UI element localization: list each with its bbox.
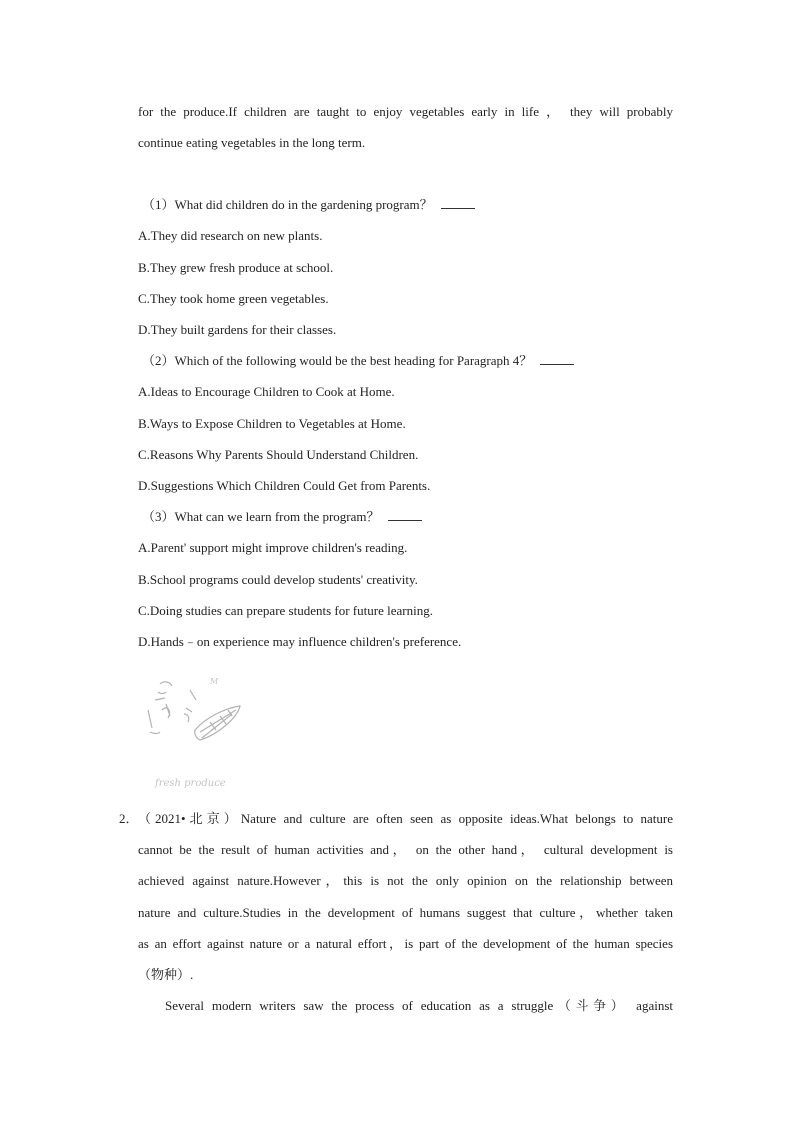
option: A.Ideas to Encourage Children to Cook at Home. — [138, 384, 395, 399]
question-stem: （3）What can we learn from the program？ — [142, 509, 380, 524]
produce-sketch-icon — [140, 670, 260, 795]
option: D.They built gardens for their classes. — [138, 322, 337, 337]
option: C.Doing studies can prepare students for future learning. — [138, 603, 433, 618]
option: D.Hands﹣on experience may influence children's preference. — [138, 634, 462, 649]
passage-line: （2021•北京）Nature and culture are often seen as opposite ideas.What belongs to nature — [138, 811, 673, 826]
passage-line: nature and culture.Studies in the development of humans suggest that culture，whether taken — [138, 905, 673, 920]
question-stem: （1）What did children do in the gardening program？ — [142, 197, 433, 212]
question-1 — [142, 197, 475, 213]
option: B.School programs could develop students' creativity. — [138, 572, 418, 587]
passage-line: achieved against nature.However，this is not the only opinion on the relationship between — [138, 873, 673, 888]
answer-blank[interactable] — [441, 197, 475, 209]
option: C.Reasons Why Parents Should Understand Children. — [138, 447, 419, 462]
produce-illustration — [140, 670, 260, 795]
item-number: 2． — [119, 811, 139, 826]
option: A.Parent' support might improve children's reading. — [138, 540, 408, 555]
option: C.They took home green vegetables. — [138, 291, 329, 306]
answer-blank[interactable] — [540, 353, 574, 365]
passage-line: for the produce.If children are taught to enjoy vegetables early in life ， they will probably — [138, 104, 673, 119]
question-2 — [142, 353, 574, 369]
passage-line: continue eating vegetables in the long term. — [138, 135, 366, 150]
answer-blank[interactable] — [388, 509, 422, 521]
option: D.Suggestions Which Children Could Get from Parents. — [138, 478, 431, 493]
passage-line: Several modern writers saw the process of education as a struggle（斗争） against — [165, 998, 673, 1013]
passage-line: （物种）. — [138, 967, 194, 982]
question-stem: （2）Which of the following would be the best heading for Paragraph 4？ — [142, 353, 533, 368]
option: B.Ways to Expose Children to Vegetables at Home. — [138, 416, 406, 431]
option: B.They grew fresh produce at school. — [138, 260, 334, 275]
option: A.They did research on new plants. — [138, 228, 323, 243]
passage-line: as an effort against nature or a natural effort，is part of the development of the human species — [138, 936, 673, 951]
passage-line: cannot be the result of human activities and， on the other hand， cultural development is — [138, 842, 673, 857]
illustration-caption: fresh produce — [155, 778, 226, 789]
illustration-label: M — [210, 677, 219, 686]
question-3 — [142, 509, 422, 525]
